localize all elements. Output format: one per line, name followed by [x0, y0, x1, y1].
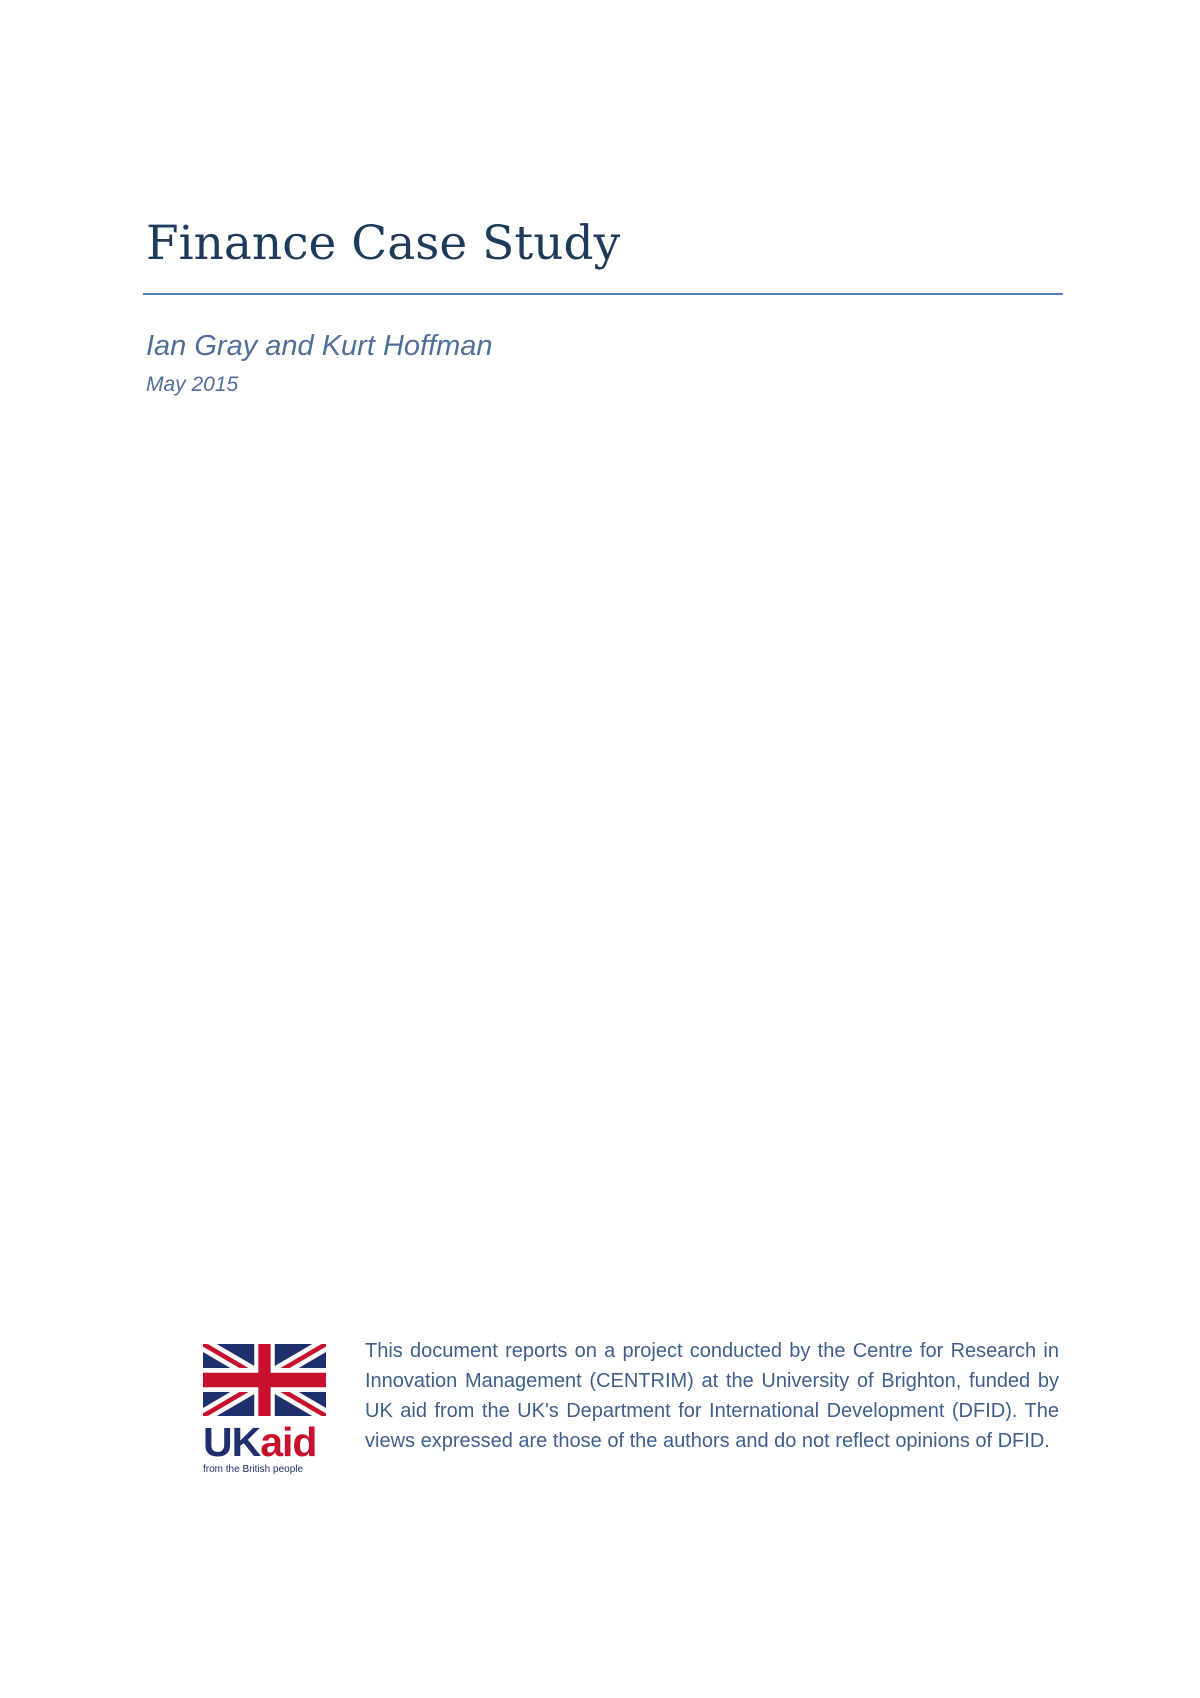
document-date: May 2015 [146, 373, 239, 396]
ukaid-wordmark [203, 1419, 328, 1465]
funding-statement: This document reports on a project conducted by the Centre for Research in Innovation Management (CENTRIM) at the University of Brighton, funded by UK aid from the UK's Department for International Development (DFID). The views expressed are those of the authors and do not reflect opinions of DFID. [365, 1340, 1059, 1452]
wordmark-uk: UK [203, 1419, 261, 1465]
document-title: Finance Case Study [146, 216, 621, 271]
logo-tagline: from the British people [203, 1464, 304, 1475]
document-authors: Ian Gray and Kurt Hoffman [146, 330, 493, 362]
wordmark-aid: aid [260, 1419, 317, 1465]
union-jack-flag-icon [203, 1344, 326, 1416]
ukaid-logo [203, 1344, 328, 1475]
title-divider [143, 293, 1063, 295]
